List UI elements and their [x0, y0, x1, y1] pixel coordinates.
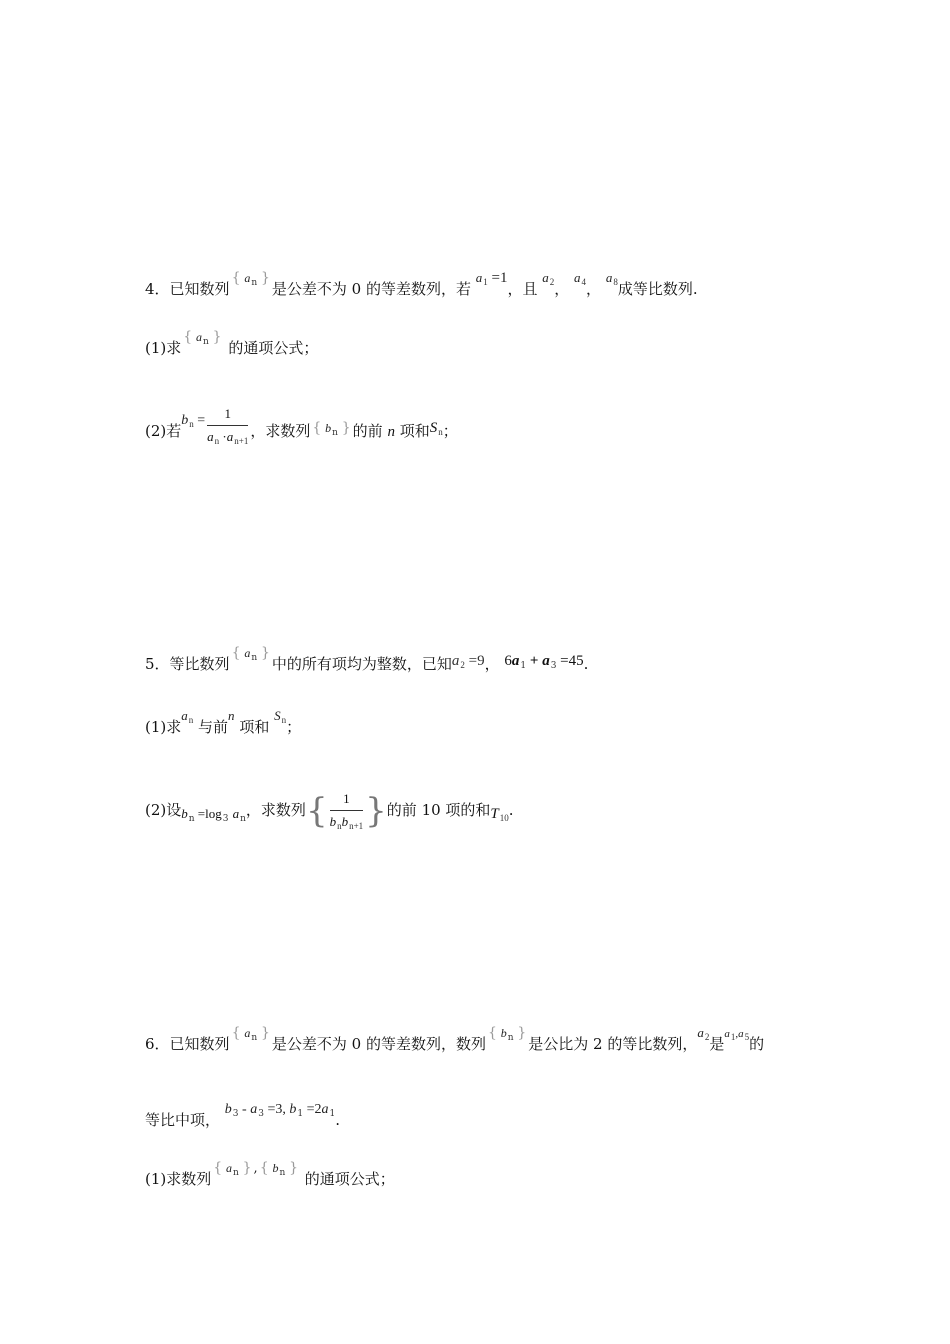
- q6-text-3: 是公比为 2 的等比数列，: [528, 1035, 698, 1053]
- q4-a8: $a_8$: [605, 270, 618, 287]
- seq-a-n: { $a_n$ }: [231, 645, 270, 663]
- q6-a1-a5: a1,a5: [724, 1028, 750, 1042]
- seq-b-n: { $b_n$ }: [312, 420, 351, 438]
- q4-p2-tail1: 的前: [352, 422, 383, 440]
- q4-sep2: ，: [586, 280, 602, 298]
- q6-text-2: 是公差不为 0 的等差数列，数列: [271, 1035, 486, 1053]
- q4-number: 4．: [145, 280, 170, 298]
- q6-stem: [145, 1025, 765, 1057]
- q5-sep: ，: [484, 655, 500, 673]
- seq-a-n: { $a_n$ }: [231, 270, 270, 288]
- q5-p2-mid: ，求数列: [245, 801, 306, 819]
- q5-p1-an: $a_n$: [181, 708, 194, 725]
- seq-b-n: { $b_n$ }: [487, 1025, 527, 1043]
- q4-sep1: ，: [554, 280, 570, 298]
- q4-stem: [145, 270, 698, 302]
- q5-p1-mid2: 项和: [239, 718, 270, 736]
- q5-number: 5．: [145, 655, 170, 673]
- q6-a2: $a_2$: [697, 1025, 710, 1042]
- q4-text-4: 成等比数列.: [617, 280, 698, 298]
- q5-p1-end: ；: [286, 718, 302, 736]
- q6-p1-tail: 的通项公式；: [304, 1170, 395, 1188]
- q4-a4: $a_4$: [574, 270, 587, 287]
- q6-text-5: 的: [749, 1035, 765, 1053]
- q5-p2-label: (2)设: [145, 801, 182, 819]
- q5-p2-T: $T_{10}$: [490, 806, 509, 823]
- seq-a-n: { $a_n$ }: [213, 1160, 252, 1178]
- q4-p2-tail2: 项和: [399, 422, 430, 440]
- q4-part2: [145, 406, 458, 454]
- q6-part1: [145, 1160, 395, 1192]
- q4-fraction: $\frac{1}{a_n \cdot a_{n+1}}$: [207, 406, 249, 446]
- right-brace-icon: }: [365, 791, 387, 831]
- q4-p2-n: n: [387, 424, 395, 440]
- q5-p1-S: $S_n$: [274, 708, 287, 725]
- q4-text-3: ，且: [507, 280, 538, 298]
- q4-p1-label: (1)求: [145, 339, 182, 357]
- seq-a-n: { $a_n$ }: [231, 1025, 270, 1043]
- q6-conditions: $b_3 - a_3 =3$, $b_1 =2a_1$: [224, 1102, 336, 1119]
- q5-p2-bn: $b_n =\log_3$ $a_n$: [181, 806, 246, 824]
- q4-p2-label: (2)若: [145, 422, 182, 440]
- seq-b-n: { $b_n$ }: [259, 1160, 298, 1178]
- q5-p2-tail: 的前 10 项的和: [386, 801, 491, 819]
- q4-p2-S: $S_n$: [429, 420, 443, 437]
- q6-text-4: 是: [709, 1035, 725, 1053]
- q5-part1: [145, 708, 302, 739]
- q6-number: 6．: [145, 1035, 170, 1053]
- q5-p1-n: n: [228, 708, 235, 723]
- q5-p2-end: .: [508, 801, 514, 819]
- q5-stem: [145, 645, 589, 677]
- q4-a2: $a_2$: [542, 270, 555, 287]
- q4-p2-mid: ，求数列: [250, 422, 311, 440]
- left-brace-icon: {: [305, 791, 328, 831]
- q6-p1-comma: ,: [253, 1161, 258, 1176]
- q4-text-2: 是公差不为 0 的等差数列，若: [271, 280, 471, 298]
- q5-p1-mid: 与前: [198, 718, 229, 736]
- q5-p1-label: (1)求: [145, 718, 182, 736]
- q6-text-1: 已知数列: [169, 1035, 230, 1053]
- q4-part1: [145, 329, 319, 361]
- q5-text-1: 等比数列: [169, 655, 230, 673]
- q6-line2: [145, 1102, 340, 1133]
- q4-p1-tail: 的通项公式；: [228, 339, 319, 357]
- q6-line2-label: 等比中项，: [145, 1111, 221, 1129]
- seq-a-n: { $a_n$ }: [183, 329, 222, 347]
- q4-a1: $a_1 =1$: [475, 270, 508, 287]
- q6-p1-label: (1)求数列: [145, 1170, 212, 1188]
- q6-line2-end: .: [335, 1111, 340, 1129]
- q4-p2-end: ；: [442, 422, 458, 440]
- q5-eq2: $6a_1 + a_3 =45$: [504, 653, 584, 671]
- q4-text-1: 已知数列: [169, 280, 230, 298]
- q5-fraction: $\frac{1}{b_nb_{n+1}}$: [329, 791, 364, 831]
- q5-part2: [145, 789, 514, 833]
- q5-end: .: [583, 655, 589, 673]
- q4-bn: $b_n$ =: [181, 413, 206, 429]
- q5-a2: $a_2 =9$: [451, 653, 485, 670]
- q5-text-2: 中的所有项均为整数，已知: [271, 655, 452, 673]
